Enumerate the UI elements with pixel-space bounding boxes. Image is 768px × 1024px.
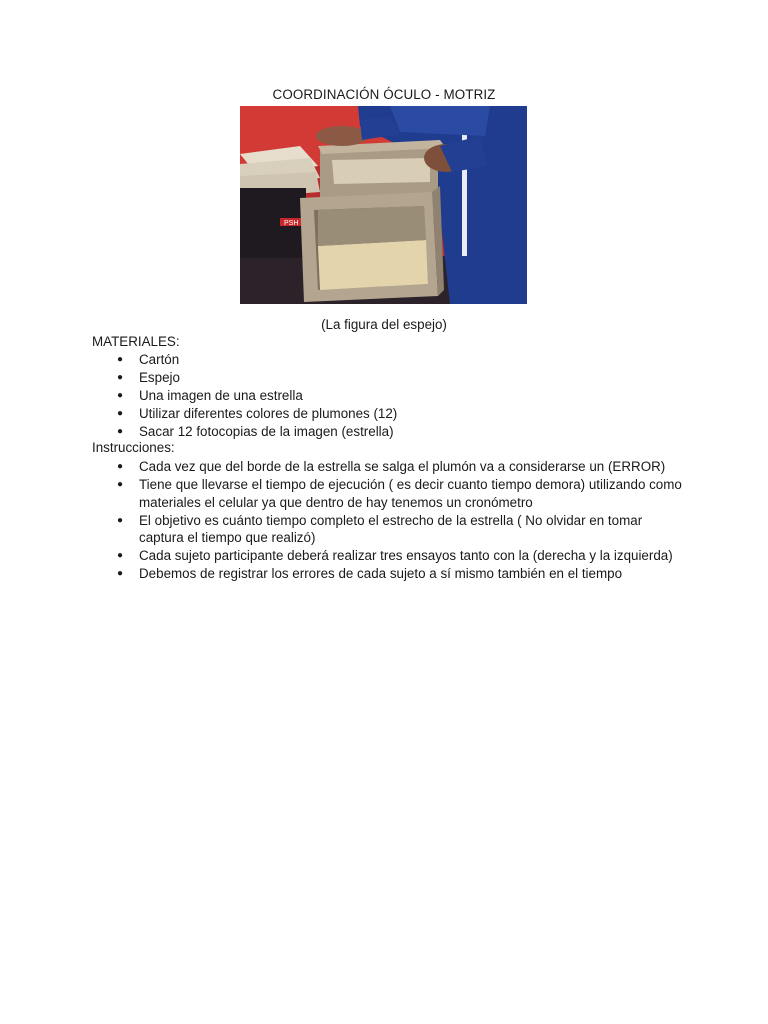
list-item-text: Utilizar diferentes colores de plumones (12) [139,405,398,421]
list-item [0,565,768,583]
list-item-text: Tiene que llevarse el tiempo de ejecución ( es decir cuanto tiempo demora) utilizando como materiales el celular ya que dentro de hay tenemos un cronómetro [139,476,682,510]
photo-caption: (La figura del espejo) [321,317,447,332]
list-item-text: Cada sujeto participante deberá realizar tres ensayos tanto con la (derecha y la izquierda) [139,548,673,564]
list-item [0,423,768,441]
list-item [0,547,768,565]
list-item-text: Cartón [139,352,180,367]
bullet-icon: ● [117,371,124,383]
bullet-icon: ● [117,550,124,562]
list-item-text: Sacar 12 fotocopias de la imagen (estrella) [139,423,394,439]
instructions-heading: Instrucciones: [92,440,175,455]
bullet-icon: ● [117,514,124,526]
list-item-text: Debemos de registrar los errores de cada sujeto a sí mismo también en el tiempo [139,566,623,582]
document-title: COORDINACIÓN ÓCULO - MOTRIZ [272,87,496,102]
list-item [0,351,768,369]
bullet-icon: ● [117,354,124,365]
bullet-icon: ● [117,407,124,419]
materials-heading: MATERIALES: [92,334,180,349]
list-item [0,512,768,547]
list-item [0,458,768,476]
list-item-text: Cada vez que del borde de la estrella se salga el plumón va a considerarse un (ERROR) [139,459,666,474]
bullet-icon: ● [117,389,124,401]
bullet-icon: ● [117,425,124,437]
list-item-text: Una imagen de una estrella [139,387,303,403]
list-item-text: El objetivo es cuánto tiempo completo el estrecho de la estrella ( No olvidar en tomar captura el tiempo que realizó) [139,512,643,546]
bullet-icon: ● [117,478,124,490]
list-item [0,387,768,405]
box-label-text: PSH [284,220,299,227]
instructions-list [0,458,768,583]
photo-illustration [240,106,527,304]
mirror-box-photo [240,106,527,304]
list-item [0,369,768,387]
list-item [0,405,768,423]
list-item [0,476,768,511]
materials-list [0,351,768,441]
bullet-icon: ● [117,461,124,472]
list-item-text: Espejo [139,369,180,385]
bullet-icon: ● [117,568,124,580]
